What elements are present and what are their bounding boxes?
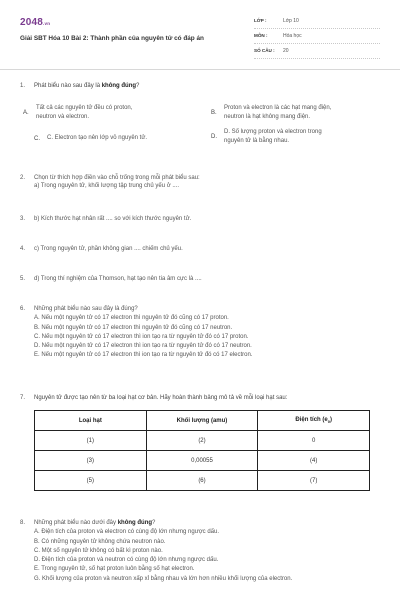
column-header-charge: Điện tích $(e_0)$ — [258, 411, 370, 431]
question-text-part: ? — [136, 83, 140, 89]
question-text: d) Trong thí nghiệm của Thomson, hạt tạo nên tia âm cực là .... — [34, 276, 202, 282]
table-cell: (4) — [258, 451, 370, 471]
question-text-part: Phát biểu nào sau đây là — [34, 83, 102, 89]
option-letter: D. — [211, 134, 217, 141]
question-5 — [20, 275, 378, 285]
meta-label: SỐ CÂU : — [254, 47, 275, 53]
question-text: Nguyên tử được tạo nên từ ba loại hạt cơ bản. Hãy hoàn thành bảng mô tả về mỗi loại hạt sau: — [34, 395, 288, 401]
question-4 — [20, 245, 378, 255]
meta-row-subject — [254, 29, 380, 44]
question-3 — [20, 215, 378, 225]
option-b[interactable] — [211, 104, 379, 122]
question-number: 7. — [20, 395, 26, 401]
option-c[interactable] — [34, 134, 204, 143]
meta-label: LỚP : — [254, 17, 267, 23]
table-row — [35, 451, 370, 471]
question-text: a) Trong nguyên tử, khối lượng tập trung chủ yếu ở .... — [34, 183, 179, 190]
column-header-particle: Loại hạt — [35, 411, 147, 431]
question-text — [34, 519, 378, 528]
question-number: 8. — [20, 520, 26, 526]
question-number: 1. — [20, 83, 26, 89]
table-header-row — [35, 411, 370, 431]
question-number: 5. — [20, 276, 26, 282]
column-header-mass: Khối lượng (amu) — [146, 411, 258, 431]
statement-b: B. Nếu một nguyên tử có 17 electron thì nguyên tử đó cũng có 17 neutron. — [34, 324, 233, 331]
question-body — [23, 82, 378, 146]
option-letter: C. — [34, 135, 40, 142]
question-text: Chọn từ thích hợp điền vào chỗ trống trong mỗi phát biểu sau: — [34, 175, 200, 181]
question-2 — [20, 174, 378, 196]
table-cell: (6) — [146, 471, 258, 491]
question-7 — [20, 394, 378, 500]
question-body — [34, 174, 378, 190]
option-text: Proton và electron là các hạt mang điện, neutron là hạt không mang điện. — [224, 105, 332, 121]
meta-row-count — [254, 44, 380, 59]
table-cell: (3) — [35, 451, 147, 471]
question-body — [34, 275, 378, 283]
question-text — [34, 82, 378, 90]
table-cell: (2) — [146, 431, 258, 451]
table-cell: (1) — [35, 431, 147, 451]
question-emphasis: không đúng — [117, 520, 153, 526]
statement-b: B. Có những nguyên tử không chứa neutron nào. — [34, 538, 166, 545]
question-text: c) Trong nguyên tử, phần không gian .... chiếm chủ yếu. — [34, 246, 183, 252]
statement-d: D. Điện tích của proton và neutron có cùng độ lớn nhưng ngược dấu. — [34, 557, 219, 564]
option-d[interactable] — [211, 128, 379, 146]
question-body — [34, 519, 378, 584]
question-text-part: Những phát biểu nào dưới đây — [34, 520, 118, 526]
option-text: Tất cả các nguyên tử đều có proton, neutron và electron. — [36, 105, 133, 121]
particle-table — [34, 410, 370, 491]
question-6 — [20, 305, 378, 373]
question-body — [34, 245, 378, 253]
page-header — [0, 0, 400, 70]
statement-c: C. Một số nguyên tử không có bất kì proton nào. — [34, 547, 163, 554]
table-cell: 0,00055 — [146, 451, 258, 471]
meta-info — [254, 14, 380, 59]
question-text: b) Kích thước hạt nhân rất .... so với kích thước nguyên tử. — [34, 216, 192, 222]
meta-label: MÔN : — [254, 32, 268, 38]
meta-value: Lớp 10 — [283, 17, 299, 24]
statement-g: G. Khối lượng của proton và neutron xấp xỉ bằng nhau và lớn hơn nhiều khối lượng của electron. — [34, 575, 293, 582]
statement-d: D. Nếu một nguyên tử có 17 electron thì ion tạo ra từ nguyên tử đó có 17 neutron. — [34, 343, 252, 350]
question-8 — [20, 519, 378, 600]
question-number: 2. — [20, 175, 26, 181]
question-body — [34, 215, 378, 223]
question-emphasis: không đúng — [101, 83, 137, 89]
option-text: C. Electron tạo nên lớp vỏ nguyên tử. — [47, 135, 148, 142]
meta-value: 20 — [283, 47, 289, 54]
options-grid — [23, 90, 378, 146]
document-title: Giải SBT Hóa 10 Bài 2: Thành phần của nguyên tử có đáp án — [20, 35, 204, 42]
question-text: Những phát biểu nào sau đây là đúng? — [34, 306, 138, 312]
table-cell: (5) — [35, 471, 147, 491]
meta-row-class — [254, 14, 380, 29]
meta-value: Hóa học — [283, 32, 302, 39]
question-number: 4. — [20, 246, 26, 252]
question-body — [34, 394, 378, 491]
statement-a: A. Điện tích của proton và electron có cùng độ lớn nhưng ngược dấu. — [34, 529, 220, 536]
option-letter: A. — [23, 110, 29, 117]
table-cell: 0 — [258, 431, 370, 451]
statement-e: E. Nếu một nguyên tử có 17 electron thì ion tạo ra từ nguyên tử đó có 17 electron. — [34, 352, 253, 359]
logo-main: 2048 — [20, 17, 44, 28]
table-row — [35, 471, 370, 491]
statement-c: C. Nếu một nguyên tử có 17 electron thì ion tạo ra từ nguyên tử đó có 17 proton. — [34, 333, 249, 340]
option-a[interactable] — [23, 104, 201, 122]
table-row — [35, 431, 370, 451]
question-body — [34, 305, 378, 361]
option-letter: B. — [211, 110, 217, 117]
logo-sub: .vn — [43, 21, 51, 26]
question-text-part: ? — [152, 520, 156, 526]
statement-e: E. Trong nguyên tử, số hạt proton luôn bằng số hạt electron. — [34, 566, 195, 573]
statement-a: A. Nếu một nguyên tử có 17 electron thì nguyên tử đó cũng có 17 proton. — [34, 315, 229, 322]
question-1 — [20, 82, 378, 154]
option-text: D. Số lượng proton và electron trong nguyên tử là bằng nhau. — [224, 129, 322, 145]
question-number: 3. — [20, 216, 26, 222]
table-cell: (7) — [258, 471, 370, 491]
question-number: 6. — [20, 306, 26, 312]
site-logo[interactable] — [20, 16, 50, 30]
